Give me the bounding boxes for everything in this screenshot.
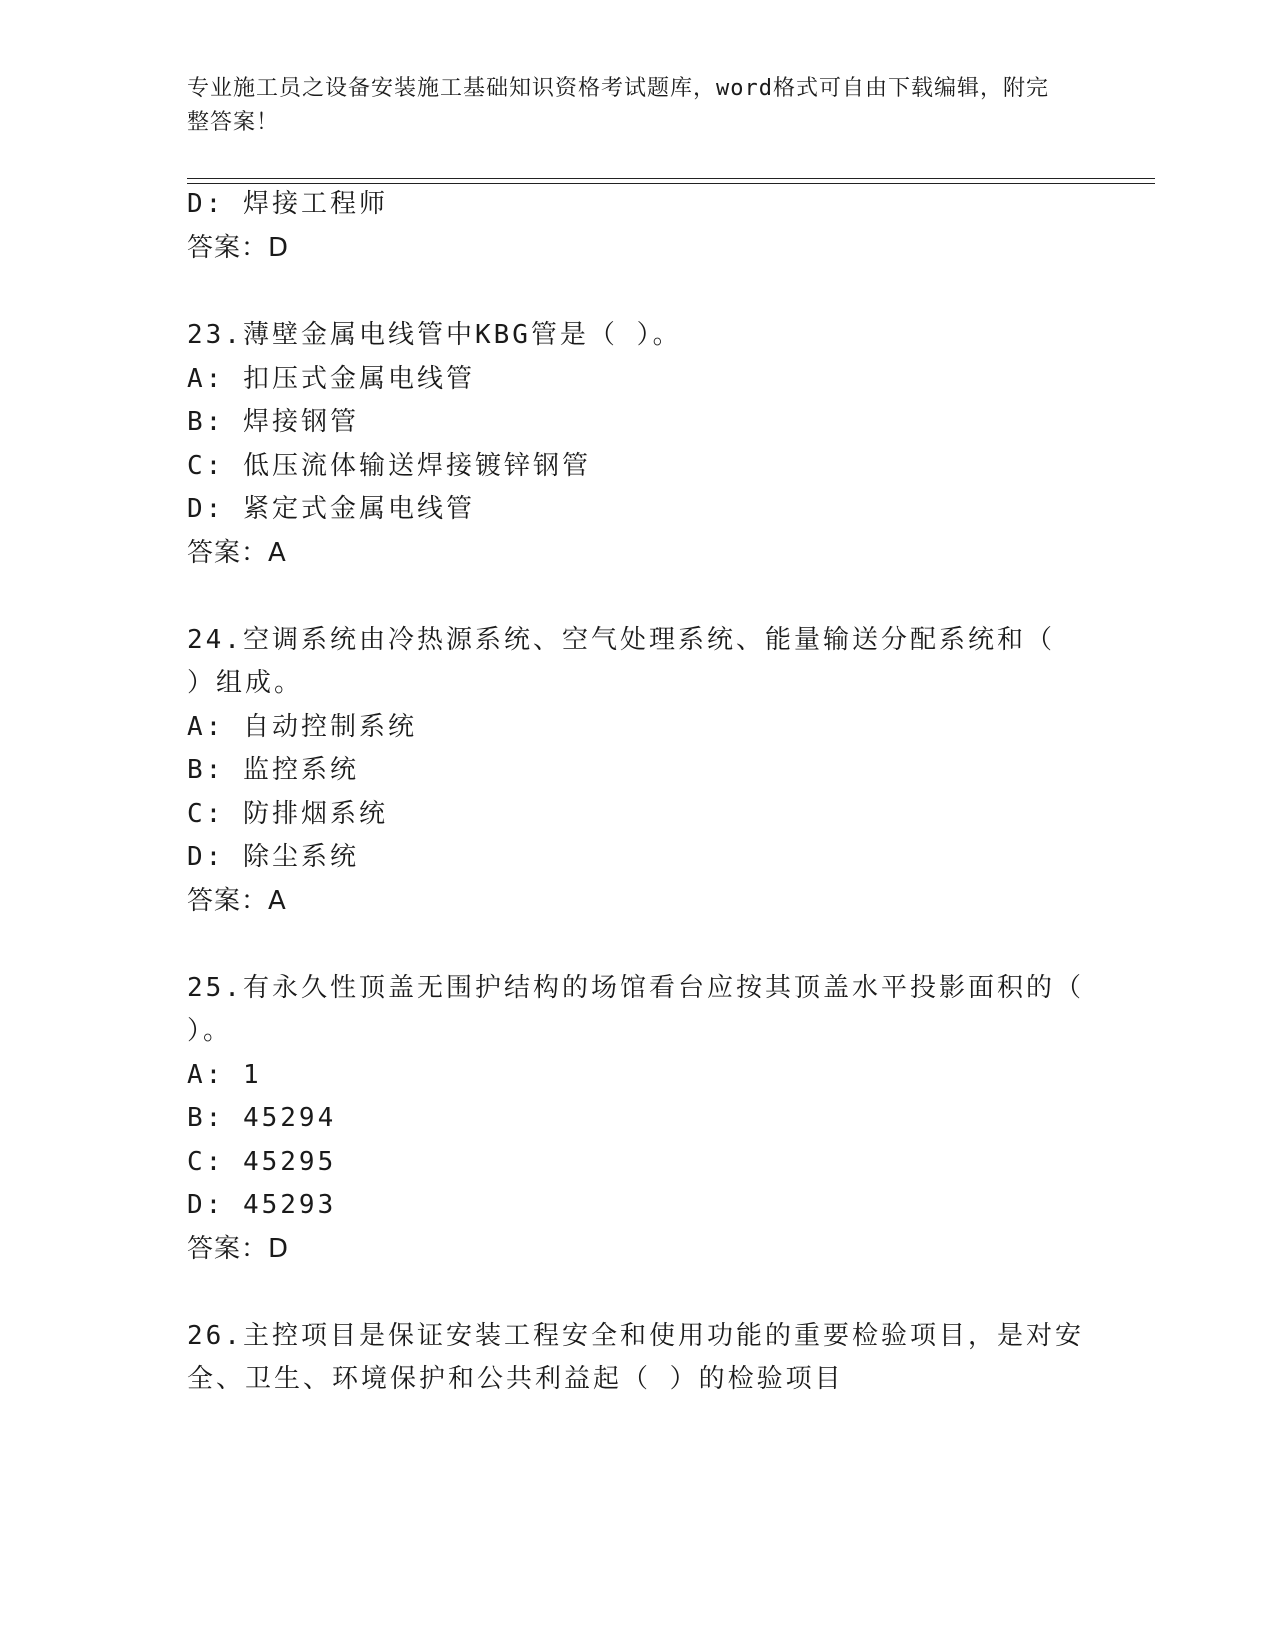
q23-answer: 答案：A (187, 538, 287, 568)
q24-option-d: D: 除尘系统 (187, 842, 359, 872)
header-divider-top (187, 178, 1155, 179)
q24-stem-line1: 24.空调系统由冷热源系统、空气处理系统、能量输送分配系统和（ (187, 625, 1055, 655)
q25-stem-line1: 25.有永久性顶盖无围护结构的场馆看台应按其顶盖水平投影面积的（ (187, 973, 1084, 1003)
q25-option-b: B: 45294 (187, 1103, 337, 1133)
q23-option-c: C: 低压流体输送焊接镀锌钢管 (187, 451, 591, 481)
q24-option-a: A: 自动控制系统 (187, 712, 417, 742)
q25-stem-line2: ）。 (187, 1016, 233, 1046)
q26-stem-line1: 26.主控项目是保证安装工程安全和使用功能的重要检验项目，是对安 (187, 1321, 1084, 1351)
q23-option-b: B: 焊接钢管 (187, 407, 359, 437)
q25-option-a: A: 1 (187, 1060, 262, 1090)
q25-option-c: C: 45295 (187, 1147, 337, 1177)
header-divider-bottom (187, 183, 1155, 184)
q26-stem-line2: 全、卫生、环境保护和公共利益起（ ）的检验项目 (187, 1364, 844, 1394)
q23-option-a: A: 扣压式金属电线管 (187, 364, 475, 394)
q23-stem: 23.薄壁金属电线管中KBG管是（ ）。 (187, 320, 682, 350)
q24-answer: 答案：A (187, 886, 287, 916)
q24-option-b: B: 监控系统 (187, 755, 359, 785)
q24-option-c: C: 防排烟系统 (187, 799, 388, 829)
q22-option-d: D: 焊接工程师 (187, 189, 388, 219)
document-header: 专业施工员之设备安装施工基础知识资格考试题库，word格式可自由下载编辑，附完整答案！ (187, 76, 1049, 135)
q25-answer: 答案：D (187, 1234, 290, 1264)
q23-option-d: D: 紧定式金属电线管 (187, 494, 475, 524)
q22-answer: 答案：D (187, 233, 290, 263)
q24-stem-line2: ）组成。 (187, 668, 304, 698)
q25-option-d: D: 45293 (187, 1190, 337, 1220)
